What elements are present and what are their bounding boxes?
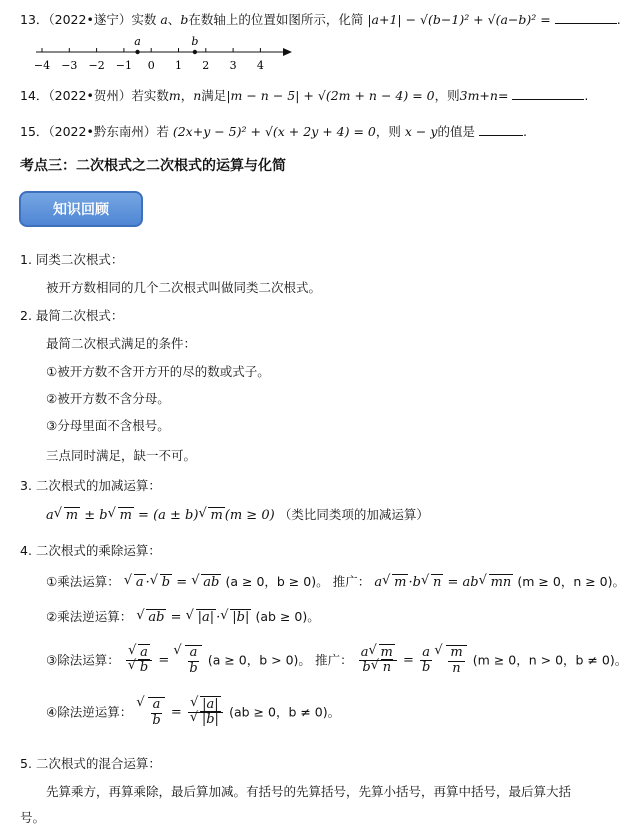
- rule-label: ①乘法运算：: [46, 574, 120, 589]
- tick-label: 4: [256, 59, 264, 72]
- expression: |m − n − 5| + √(2m + n − 4) = 0: [226, 88, 435, 103]
- item-number: 2.: [20, 308, 32, 323]
- problem-13: [20, 10, 621, 28]
- item-2-line: 最简二次根式满足的条件：: [46, 336, 197, 351]
- answer-blank[interactable]: [555, 11, 617, 24]
- section-title: 考点三：二次根式之二次根式的运算与化简: [20, 158, 286, 174]
- item-label: 二次根式的乘除运算：: [35, 543, 161, 558]
- multiplication-inverse-rule: ②乘法逆运算： √ ab = √ |a| ·√ |b| (ab ≥ 0)。: [46, 607, 320, 625]
- item-5-header: [20, 754, 161, 772]
- division-inverse-rule: ④除法逆运算： √ $\frac{a}{b}$ = √ |a| √ |b| (ab ≥ 0，b ≠ 0)。: [46, 697, 340, 729]
- formula-note: （类比同类项的加减运算）: [278, 507, 429, 522]
- tick-label: 2: [202, 59, 210, 72]
- rule-label: ②乘法逆运算：: [46, 609, 133, 624]
- var-a: a: [160, 12, 168, 27]
- item-2-line: ①被开方数不含开方开的尽的数或式子。: [46, 364, 270, 379]
- rule-label: ④除法逆运算：: [46, 704, 133, 720]
- rule-condition: (m ≥ 0，n > 0，b ≠ 0)。: [472, 652, 627, 668]
- problem-text: 实数: [131, 12, 157, 27]
- tick-label: 3: [229, 59, 237, 72]
- point-marker: [193, 50, 197, 54]
- point-label: b: [191, 35, 199, 48]
- rule-condition: (m ≥ 0，n ≥ 0)。: [517, 574, 626, 589]
- item-label: 最简二次根式：: [35, 308, 124, 323]
- item-2-header: [20, 306, 123, 324]
- expression: |a+1| − √(b−1)² + √(a−b)² =: [367, 12, 551, 27]
- item-number: 1.: [20, 252, 32, 267]
- arrow-icon: [283, 48, 292, 56]
- problem-number: 14．: [20, 88, 49, 103]
- addition-formula: a√ m ± b√ m = (a ± b)√ m (m ≥ 0) （类比同类项的加减运算）: [46, 505, 429, 523]
- problem-source: （2022•黔东南州）: [48, 124, 157, 139]
- point-marker: [135, 50, 139, 54]
- point-label: a: [134, 35, 141, 48]
- expression: 3m+n=: [459, 88, 509, 103]
- problem-source: （2022•遂宁）: [48, 12, 132, 27]
- tick-label: −4: [33, 59, 51, 72]
- item-2-line: ②被开方数不含分母。: [46, 391, 170, 406]
- item-3-header: [20, 476, 161, 494]
- problem-number: 13．: [20, 12, 49, 27]
- rule-condition: (a ≥ 0，b ≥ 0)。: [225, 574, 329, 589]
- rule-extension: 推广：: [332, 574, 371, 589]
- problem-source: （2022•贺州）: [48, 88, 132, 103]
- problem-text: 若实数: [131, 88, 169, 103]
- item-1-line: 被开方数相同的几个二次根式叫做同类二次根式。: [46, 280, 322, 295]
- expression: x − y: [404, 124, 438, 139]
- period: .: [584, 88, 589, 103]
- rule-extension: 推广：: [315, 652, 353, 668]
- answer-blank[interactable]: [479, 123, 523, 136]
- tick-label: 0: [147, 59, 155, 72]
- problem-text: 满足: [201, 88, 227, 103]
- problem-text: 若: [156, 124, 169, 139]
- tick-label: −3: [61, 59, 78, 72]
- rule-label: ③除法运算：: [46, 652, 120, 668]
- problem-text: 的值是: [437, 124, 475, 139]
- problem-number: 15．: [20, 124, 49, 139]
- rule-condition: (ab ≥ 0)。: [255, 609, 320, 624]
- tick-label: −1: [115, 59, 133, 72]
- tick-label: 1: [175, 59, 182, 72]
- separator: 、: [167, 12, 181, 27]
- division-rule: ③除法运算： √ a √ b = √ $\frac{a}{b}$ (a ≥ 0，b > 0)。 推广： $\frac{a√ m}{b√ n}$ = $\frac{a}{b}$ √ $\frac{m}{n}$ (m ≥ 0，n > 0，b ≠ 0)。: [46, 645, 627, 677]
- item-number: 3.: [20, 478, 32, 493]
- problem-15: [20, 122, 527, 140]
- item-number: 4.: [20, 543, 32, 558]
- var-n: n: [193, 88, 202, 103]
- period: .: [522, 124, 527, 139]
- var-m: m: [168, 88, 181, 103]
- knowledge-review-badge: 知识回顾: [19, 191, 143, 227]
- expression: (2x+y − 5)² + √(x + 2y + 4) = 0: [172, 124, 376, 139]
- item-5-line: 先算乘方，再算乘除，最后算加减。有括号的先算括号，先算小括号，再算中括号，最后算大括: [46, 784, 572, 799]
- number-line: [28, 36, 298, 76]
- rule-condition: (ab ≥ 0，b ≠ 0)。: [229, 704, 341, 720]
- answer-blank[interactable]: [512, 87, 584, 100]
- tick-label: −2: [88, 59, 105, 72]
- var-b: b: [180, 12, 189, 27]
- item-1-header: [20, 250, 123, 268]
- item-2-line: 三点同时满足，缺一不可。: [46, 448, 197, 463]
- item-label: 同类二次根式：: [35, 252, 124, 267]
- item-number: 5.: [20, 756, 32, 771]
- problem-text: 在数轴上的位置如图所示，化简: [188, 12, 364, 27]
- rule-condition: (a ≥ 0，b > 0)。: [207, 652, 311, 668]
- problem-14: [20, 86, 588, 104]
- period: .: [616, 12, 621, 27]
- item-label: 二次根式的加减运算：: [35, 478, 161, 493]
- problem-text: ，则: [434, 88, 460, 103]
- item-label: 二次根式的混合运算：: [35, 756, 161, 771]
- separator: ，: [180, 88, 194, 103]
- multiplication-rule: ①乘法运算： √ a ·√ b = √ ab (a ≥ 0，b ≥ 0)。 推广： a√ m ·b√ n = ab√ mn (m ≥ 0，n ≥ 0)。: [46, 572, 625, 590]
- item-5-line: 号。: [20, 810, 46, 825]
- problem-text: ，则: [375, 124, 401, 139]
- item-2-line: ③分母里面不含根号。: [46, 418, 170, 433]
- item-4-header: [20, 541, 161, 559]
